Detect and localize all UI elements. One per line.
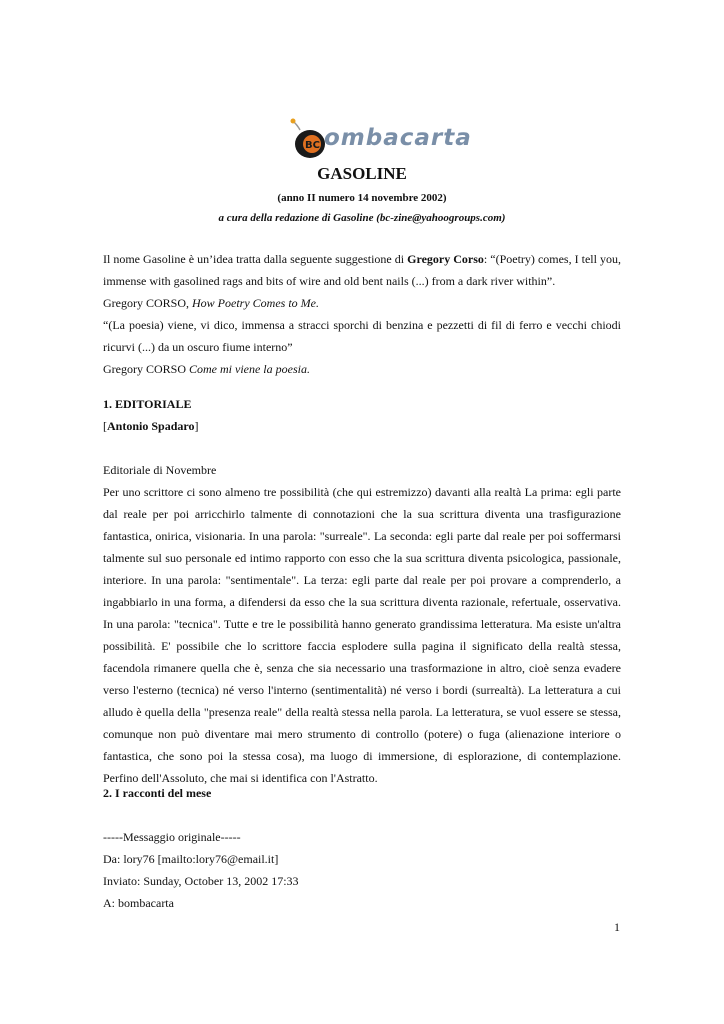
credit-english: Gregory CORSO, How Poetry Comes to Me.: [103, 296, 319, 310]
bombacarta-logo: [288, 118, 472, 164]
section-stories: [103, 782, 621, 914]
author-name: Gregory Corso: [407, 252, 484, 266]
section-editorial: [103, 393, 621, 789]
issue-info: (anno II numero 14 novembre 2002): [277, 192, 447, 204]
section-heading-stories: 2. I racconti del mese: [103, 786, 212, 800]
logo-wordmark: ombacarta: [324, 125, 472, 151]
page-number: 1: [614, 920, 620, 934]
message-sent-line: Inviato: Sunday, October 13, 2002 17:33: [103, 874, 299, 888]
credit-italian: Gregory CORSO Come mi viene la poesia.: [103, 362, 310, 376]
message-header-line: -----Messaggio originale-----: [103, 830, 241, 844]
svg-text:BC: BC: [305, 140, 320, 151]
editorial-subheading: Editoriale di Novembre: [103, 463, 217, 477]
editorial-author: [Antonio Spadaro]: [103, 419, 199, 433]
editorial-body: Per uno scrittore ci sono almeno tre possibilità (che qui estremizzo) davanti alla realtà La prima: egli parte dal reale per poi arricchirlo talmente di connotazioni che la sua scrittura diventa una trasfigurazione fantastica, onirica, visionaria. In una parola: "surreale". La seconda: egli parte dal reale per poi soffermarsi talmente sul suo personale ed intimo rapporto con esso che la sua scrittura diventa psicologica, passionale, interiore. In una parola: "sentimentale". La terza: egli parte dal reale per poi provare a comprenderlo, a ingabbiarlo in una forma, a difendersi da esso che la sua scrittura diventa razionale, refertuale, osservativa. In una parola: "tecnica". Tutte e tre le possibilità hanno generato grandissima letteratura. Ma esiste un'altra possibilità. E' possibile che lo scrittore faccia esplodere sulla pagina il significato della realtà stessa, facendola rimanere quella che è, senza che sia necessario una trasformazione in altro, cioè senza evadere verso l'esterno (tecnica) né verso l'interno (sentimentalità) né verso i bordi (surrealtà). La letteratura a cui alludo è quella della "presenza reale" della realtà stessa nella parola. La letteratura, se vuol essere se stessa, comunque non può diventare mai mero strumento di controllo (potere) o fuga (alienazione interiore o fantastica, che sono poi la stessa cosa), ma luogo di immersione, di esplorazione, di contemplazione. Perfino dell'Assoluto, che mai si identifica con l'Astratto.: [103, 485, 621, 785]
section-heading-editorial: 1. EDITORIALE: [103, 397, 192, 411]
intro-quote-en: Il nome Gasoline è un’idea tratta dalla seguente suggestione di Gregory Corso: “(Poetry) comes, I tell you, immense with gasolined rags and bits of wire and old bent nails (...) from a dark river within”.: [103, 252, 621, 288]
intro-quote-it: “(La poesia) viene, vi dico, immensa a stracci sporchi di benzina e pezzetti di fil di ferro e vecchi chiodi ricurvi (...) da un oscuro fiume interno”: [103, 318, 621, 354]
message-to-line: A: bombacarta: [103, 896, 174, 910]
newsletter-title: GASOLINE: [317, 164, 407, 183]
message-from-line: Da: lory76 [mailto:lory76@email.it]: [103, 852, 279, 866]
curator-line: a cura della redazione di Gasoline (bc-zine@yahoogroups.com): [218, 212, 506, 224]
intro-block: [103, 248, 621, 380]
